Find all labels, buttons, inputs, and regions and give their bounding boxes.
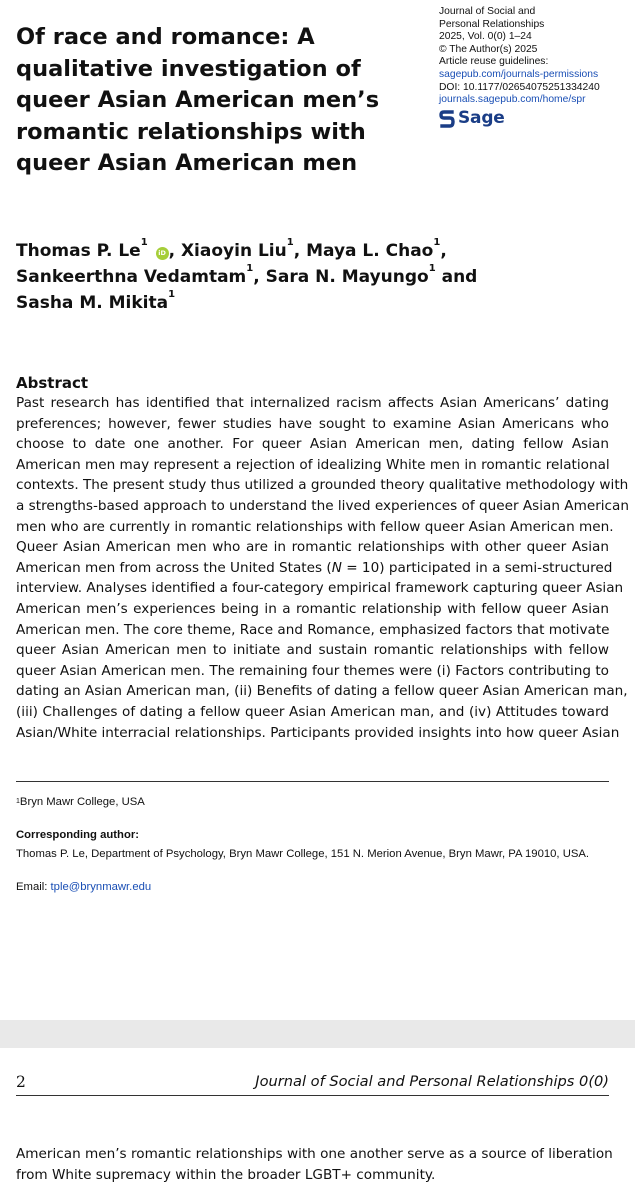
- abstract-line: choose to date one another. For queer Asian American men, dating fellow Asian: [16, 436, 609, 453]
- page-separator: [0, 1020, 635, 1048]
- author-name: Sasha M. Mikita: [16, 293, 169, 313]
- abstract-heading: Abstract: [16, 374, 89, 392]
- abstract-line: (iii) Challenges of dating a fellow queer Asian American man, and (iv) Attitudes toward: [16, 703, 609, 720]
- affiliation-marker: 1: [16, 798, 20, 805]
- affiliation-marker: 1: [246, 263, 254, 274]
- doi: DOI: 10.1177/02654075251334240: [439, 81, 600, 93]
- volume-info: 2025, Vol. 0(0) 1–24: [439, 31, 532, 43]
- author-name: Thomas P. Le: [16, 241, 141, 261]
- title-line: queer Asian American men’s: [16, 87, 380, 113]
- abstract-line: Past research has identified that internalized racism affects Asian Americans’ dating: [16, 395, 609, 411]
- journal-info: [439, 6, 635, 129]
- author-name: , Sara N. Mayungo: [253, 267, 429, 287]
- abstract-line: American men may represent a rejection of idealizing White men in romantic relational: [16, 456, 610, 473]
- abstract-line: Asian/White interracial relationships. Participants provided insights into how queer Asian: [16, 724, 620, 741]
- corresponding-author-label: Corresponding author:: [16, 829, 140, 841]
- abstract-line: queer Asian American men. The remaining four themes were (i) Factors contributing to: [16, 662, 609, 679]
- abstract-body: [16, 393, 629, 743]
- abstract-line: a strengths-based approach to understand the lived experiences of queer Asian American: [16, 497, 629, 514]
- abstract-continuation: [16, 1144, 613, 1185]
- title-line: romantic relationships with: [16, 118, 366, 145]
- sage-wordmark: Sage: [458, 108, 505, 129]
- journal-home-link[interactable]: journals.sagepub.com/home/spr: [439, 94, 586, 106]
- abstract-line-with-n: [16, 558, 613, 579]
- copyright: © The Author(s) 2025: [439, 43, 538, 55]
- abstract-line: men who are currently in romantic relationships with fellow queer Asian American men.: [16, 518, 614, 535]
- abstract-line: Queer Asian American men who are in romantic relationships with other queer Asian: [16, 539, 609, 556]
- sage-logo: [439, 109, 635, 129]
- page-2: [0, 1048, 635, 1200]
- affiliation-marker: 1: [433, 237, 441, 248]
- running-header: [16, 1072, 609, 1096]
- affiliation-marker: 1: [286, 237, 294, 248]
- affiliation-marker: 1: [140, 237, 148, 248]
- reuse-label: Article reuse guidelines:: [439, 56, 549, 68]
- affiliation-footnote: [16, 795, 145, 809]
- affiliation-text: Bryn Mawr College, USA: [19, 796, 145, 808]
- author-list: [16, 238, 626, 316]
- header-divider: [16, 1095, 609, 1096]
- orcid-icon[interactable]: iD: [156, 247, 169, 260]
- author-name: , Xiaoyin Liu: [168, 241, 287, 261]
- abstract-line: from White supremacy within the broader LGBT+ community.: [16, 1166, 436, 1183]
- abstract-line-part: = 10) participated in a semi-structured: [341, 559, 613, 576]
- affiliation-marker: 1: [428, 263, 436, 274]
- email-link[interactable]: tple@brynmawr.edu: [50, 881, 152, 893]
- abstract-line: American men’s experiences being in a romantic relationship with fellow queer Asian: [16, 600, 609, 617]
- email-label: Email:: [16, 881, 51, 893]
- author-sep: ,: [440, 241, 447, 261]
- abstract-line-part: American men from across the United States (: [16, 559, 332, 576]
- author-sep: and: [435, 267, 478, 287]
- permissions-link[interactable]: sagepub.com/journals-permissions: [439, 68, 599, 80]
- abstract-line: contexts. The present study thus utilized a grounded theory qualitative methodology with: [16, 477, 629, 494]
- title-line: qualitative investigation of: [16, 55, 361, 82]
- email-line: [16, 880, 151, 894]
- abstract-line: preferences; however, fewer studies have sought to examine Asian Americans who: [16, 415, 609, 432]
- page-number: 2: [16, 1073, 26, 1091]
- corresponding-author-text: Thomas P. Le, Department of Psychology, Bryn Mawr College, 151 N. Merion Avenue, Bryn Mawr, PA 19010, USA.: [16, 848, 590, 860]
- article-title: [16, 22, 426, 180]
- author-name: , Maya L. Chao: [293, 241, 434, 261]
- sage-s-icon: [439, 109, 455, 129]
- author-name: Sankeerthna Vedamtam: [16, 267, 247, 287]
- journal-name: Journal of Social and: [439, 6, 536, 17]
- footnote-divider: [16, 781, 609, 782]
- n-symbol: N: [331, 559, 342, 576]
- abstract-line: interview. Analyses identified a four-category empirical framework capturing queer Asian: [16, 580, 624, 597]
- title-line: queer Asian American men: [16, 150, 358, 176]
- title-line: Of race and romance: A: [16, 24, 315, 50]
- journal-name-cont: Personal Relationships: [439, 18, 545, 30]
- affiliation-marker: 1: [168, 289, 176, 300]
- abstract-line: queer Asian American men to initiate and sustain romantic relationships with fellow: [16, 642, 609, 659]
- abstract-line: dating an Asian American man, (ii) Benefits of dating a fellow queer Asian American man,: [16, 683, 628, 700]
- running-journal-title: Journal of Social and Personal Relationships 0(0): [255, 1073, 609, 1090]
- abstract-line: American men’s romantic relationships with one another serve as a source of liberation: [16, 1146, 613, 1162]
- abstract-line: American men. The core theme, Race and Romance, emphasized factors that motivate: [16, 621, 610, 638]
